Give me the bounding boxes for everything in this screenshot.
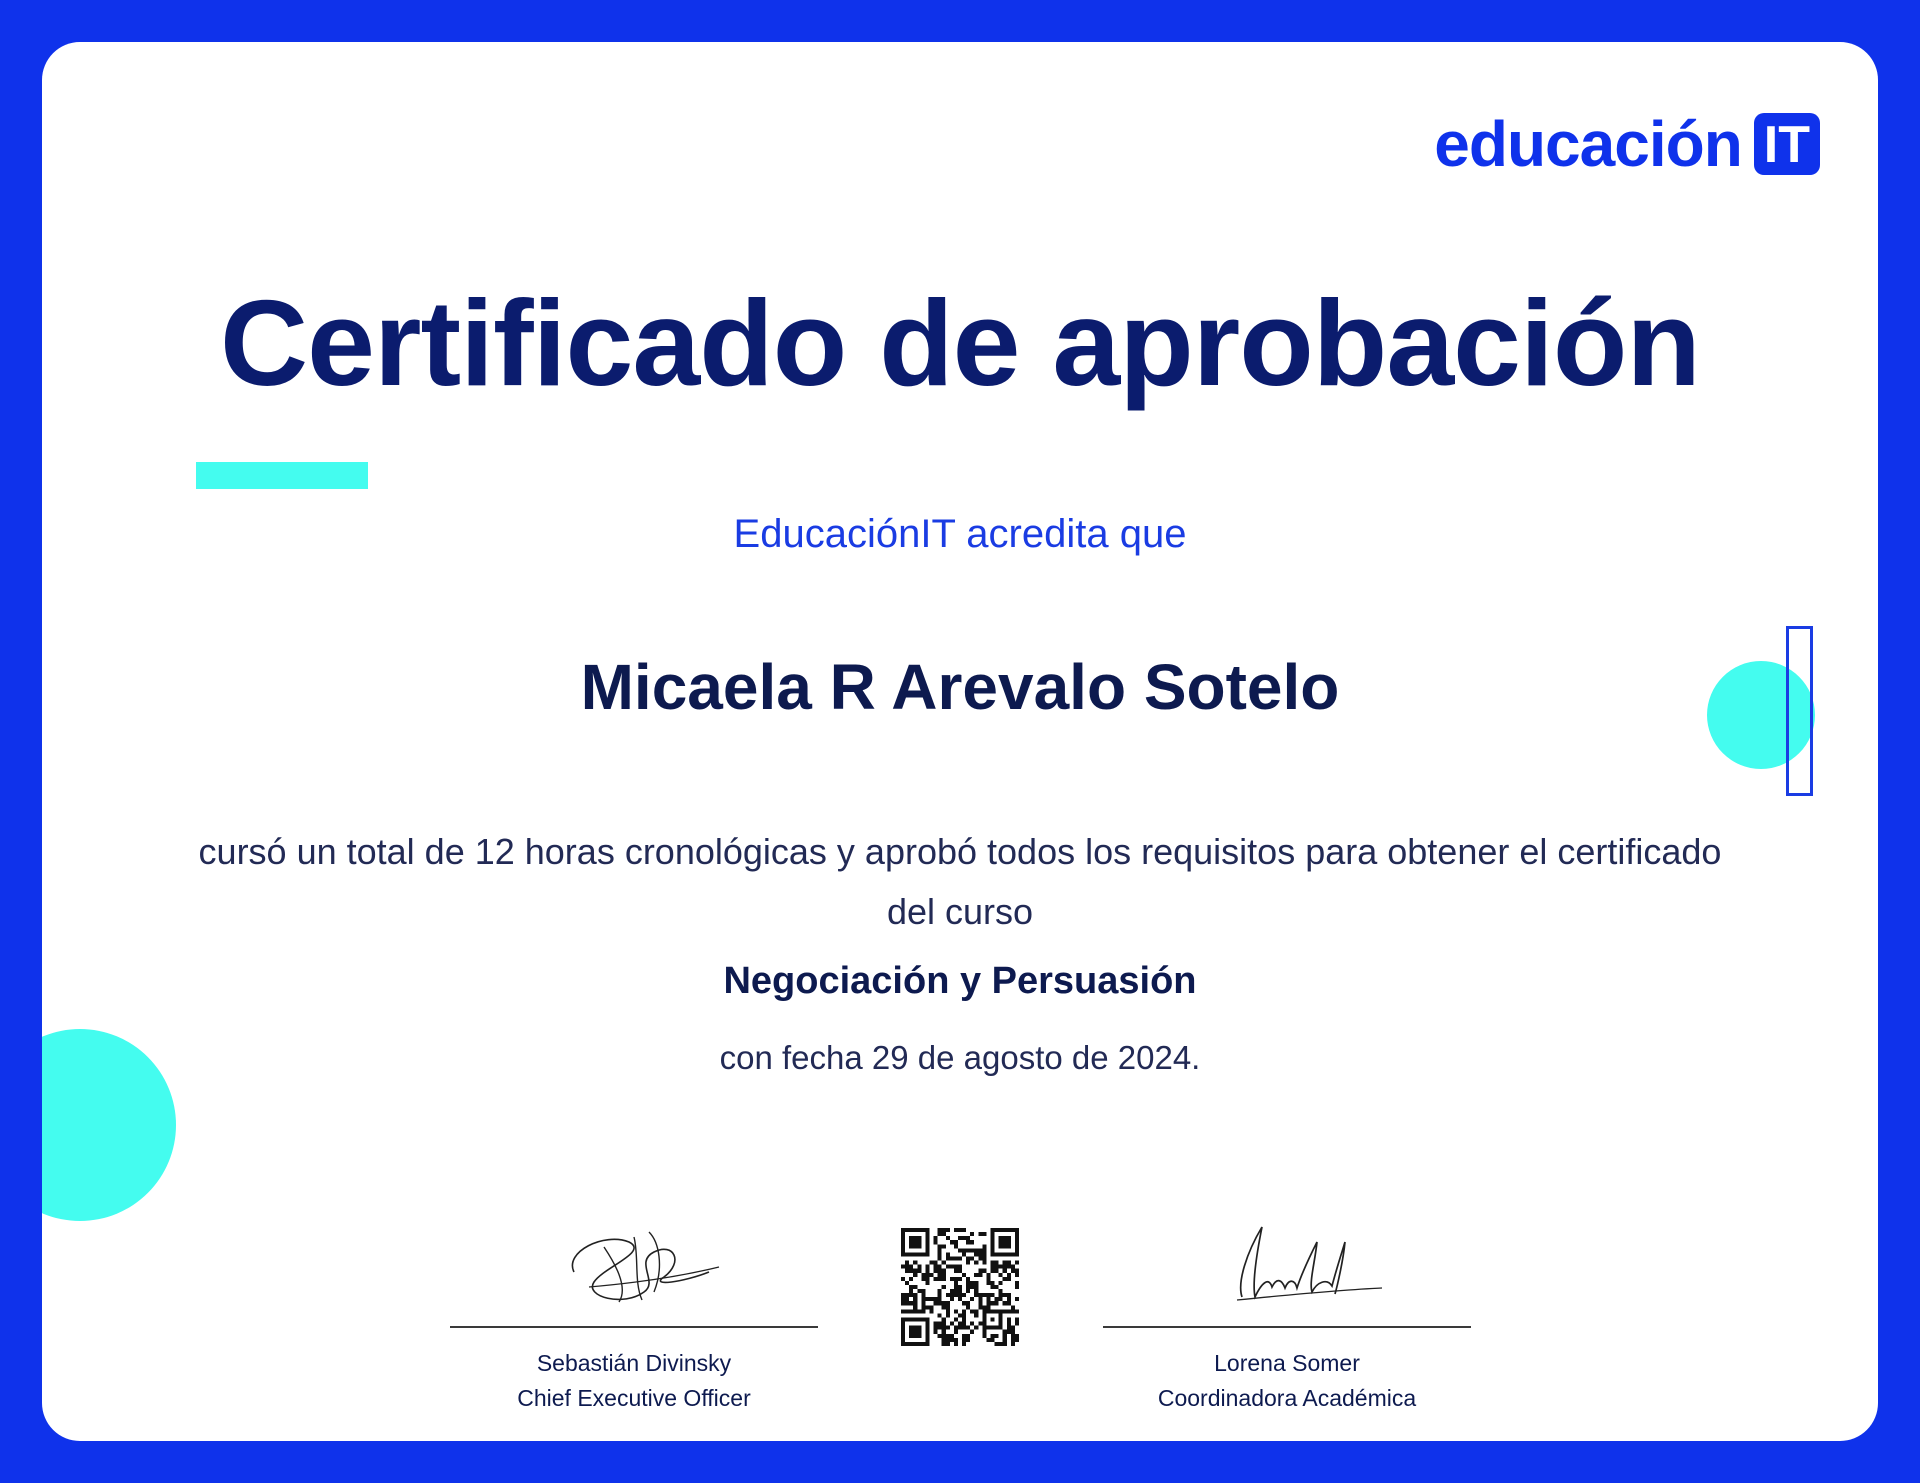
certificate-card — [42, 42, 1878, 1441]
signer-name: Lorena Somer — [1214, 1350, 1360, 1376]
signature-coordinator — [1177, 1212, 1397, 1318]
signature-block-coordinator — [1103, 1212, 1471, 1412]
certificate-body: cursó un total de 12 horas cronológicas y aprobó todos los requisitos para obtener el certificado del curso — [198, 831, 1722, 932]
signer-role: Coordinadora Académica — [1157, 1385, 1417, 1411]
logo-word: educación — [1434, 108, 1742, 180]
signer-name: Sebastián Divinsky — [536, 1350, 732, 1376]
signature-line — [450, 1326, 818, 1328]
logo-box: IT — [1754, 113, 1820, 175]
accredits-line: EducaciónIT acredita que — [733, 512, 1187, 556]
certificate-date: con fecha 29 de agosto de 2024. — [719, 1039, 1201, 1076]
recipient-name: Micaela R Arevalo Sotelo — [580, 651, 1340, 723]
signature-line — [1103, 1326, 1471, 1328]
qr-code-icon[interactable] — [901, 1228, 1019, 1346]
signature-block-ceo — [450, 1212, 818, 1412]
decorative-rectangle-right — [1786, 626, 1813, 796]
signature-ceo — [534, 1212, 734, 1318]
course-name: Negociación y Persuasión — [723, 960, 1197, 1002]
certificate-title: Certificado de aprobación — [220, 275, 1700, 411]
accent-bar — [196, 462, 368, 489]
educacionit-logo — [1434, 108, 1820, 180]
signer-role: Chief Executive Officer — [517, 1385, 751, 1411]
